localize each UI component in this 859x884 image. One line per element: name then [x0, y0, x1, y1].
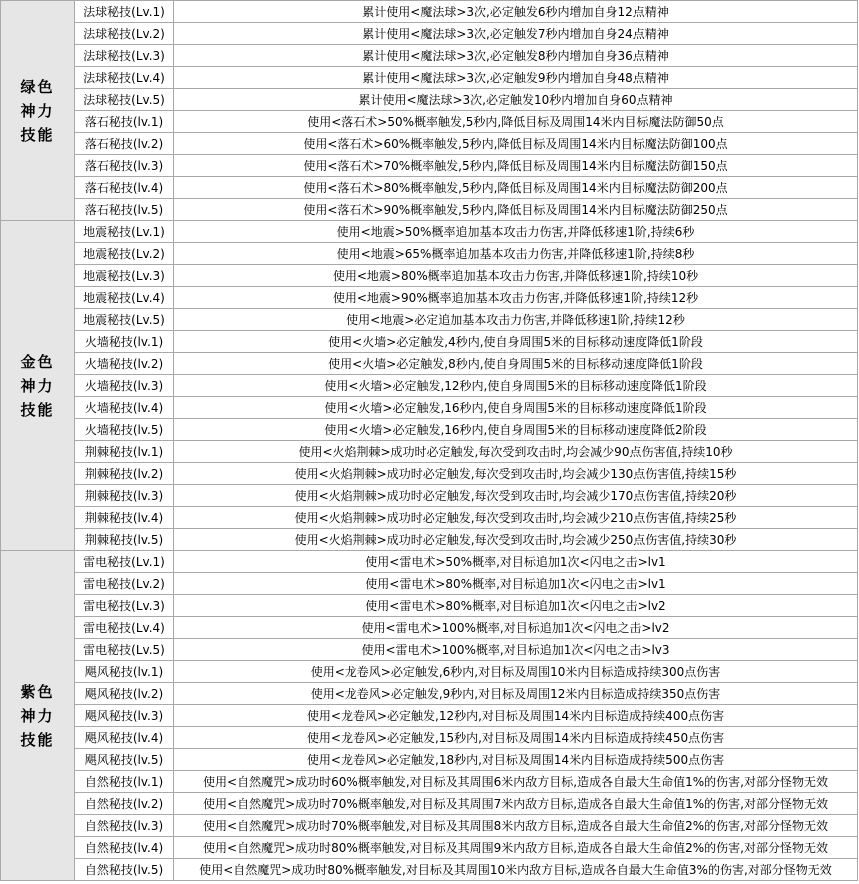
skill-description-cell: 使用<地震>50%概率追加基本攻击力伤害,并降低移速1阶,持续6秒 — [174, 221, 858, 243]
table-row — [1, 793, 858, 815]
skill-description-cell: 使用<雷电术>100%概率,对目标追加1次<闪电之击>lv2 — [174, 617, 858, 639]
category-label-line: 神力 — [20, 101, 55, 120]
skill-name-cell: 荆棘秘技(lv.5) — [75, 529, 174, 551]
table-row — [1, 133, 858, 155]
table-row — [1, 243, 858, 265]
table-row — [1, 441, 858, 463]
table-row — [1, 177, 858, 199]
table-row — [1, 45, 858, 67]
table-row — [1, 529, 858, 551]
skill-description-cell: 使用<地震>65%概率追加基本攻击力伤害,并降低移速1阶,持续8秒 — [174, 243, 858, 265]
skill-description-cell: 使用<自然魔咒>成功时70%概率触发,对目标及其周围8米内敌方目标,造成各自最大生命值2%的伤害,对部分怪物无效 — [174, 815, 858, 837]
table-row — [1, 683, 858, 705]
category-cell — [1, 221, 75, 551]
skill-description-cell: 使用<火墙>必定触发,4秒内,使自身周围5米的目标移动速度降低1阶段 — [174, 331, 858, 353]
table-row — [1, 265, 858, 287]
skill-description-cell: 使用<落石术>50%概率触发,5秒内,降低目标及周围14米内目标魔法防御50点 — [174, 111, 858, 133]
skill-description-cell: 累计使用<魔法球>3次,必定触发8秒内增加自身36点精神 — [174, 45, 858, 67]
skill-description-cell: 使用<火墙>必定触发,8秒内,使自身周围5米的目标移动速度降低1阶段 — [174, 353, 858, 375]
skill-description-cell: 使用<雷电术>50%概率,对目标追加1次<闪电之击>lv1 — [174, 551, 858, 573]
skill-name-cell: 法球秘技(Lv.3) — [75, 45, 174, 67]
skill-description-cell: 累计使用<魔法球>3次,必定触发9秒内增加自身48点精神 — [174, 67, 858, 89]
table-row — [1, 727, 858, 749]
skill-name-cell: 落石秘技(lv.1) — [75, 111, 174, 133]
skill-name-cell: 荆棘秘技(lv.4) — [75, 507, 174, 529]
skill-description-cell: 使用<龙卷风>必定触发,15秒内,对目标及周围14米内目标造成持续450点伤害 — [174, 727, 858, 749]
category-label-line: 神力 — [20, 706, 55, 725]
table-row — [1, 463, 858, 485]
skill-name-cell: 雷电秘技(Lv.5) — [75, 639, 174, 661]
skill-description-cell: 使用<火焰荆棘>成功时必定触发,每次受到攻击时,均会减少210点伤害值,持续25秒 — [174, 507, 858, 529]
skill-name-cell: 荆棘秘技(lv.1) — [75, 441, 174, 463]
table-row — [1, 661, 858, 683]
skill-description-cell: 使用<落石术>90%概率触发,5秒内,降低目标及周围14米内目标魔法防御250点 — [174, 199, 858, 221]
skill-description-cell: 使用<火焰荆棘>成功时必定触发,每次受到攻击时,均会减少130点伤害值,持续15秒 — [174, 463, 858, 485]
table-row — [1, 507, 858, 529]
skill-name-cell: 落石秘技(lv.4) — [75, 177, 174, 199]
skill-description-cell: 使用<火墙>必定触发,16秒内,使自身周围5米的目标移动速度降低1阶段 — [174, 397, 858, 419]
skill-name-cell: 自然秘技(lv.3) — [75, 815, 174, 837]
table-row — [1, 485, 858, 507]
skill-name-cell: 法球秘技(Lv.5) — [75, 89, 174, 111]
category-label-line: 技能 — [20, 730, 55, 749]
skill-description-cell: 使用<雷电术>100%概率,对目标追加1次<闪电之击>lv3 — [174, 639, 858, 661]
skill-description-cell: 累计使用<魔法球>3次,必定触发7秒内增加自身24点精神 — [174, 23, 858, 45]
skill-name-cell: 法球秘技(Lv.4) — [75, 67, 174, 89]
skill-description-cell: 使用<自然魔咒>成功时70%概率触发,对目标及其周围7米内敌方目标,造成各自最大生命值1%的伤害,对部分怪物无效 — [174, 793, 858, 815]
table-row — [1, 309, 858, 331]
skill-name-cell: 火墙秘技(lv.2) — [75, 353, 174, 375]
skill-description-cell: 使用<火焰荆棘>成功时必定触发,每次受到攻击时,均会减少250点伤害值,持续30秒 — [174, 529, 858, 551]
skill-name-cell: 地震秘技(Lv.1) — [75, 221, 174, 243]
table-row — [1, 837, 858, 859]
skill-name-cell: 火墙秘技(lv.3) — [75, 375, 174, 397]
skill-name-cell: 飓风秘技(lv.1) — [75, 661, 174, 683]
table-row — [1, 639, 858, 661]
skill-name-cell: 地震秘技(Lv.4) — [75, 287, 174, 309]
skill-name-cell: 荆棘秘技(lv.3) — [75, 485, 174, 507]
table-row — [1, 771, 858, 793]
skill-name-cell: 地震秘技(Lv.3) — [75, 265, 174, 287]
skill-name-cell: 飓风秘技(lv.4) — [75, 727, 174, 749]
skill-description-cell: 使用<雷电术>80%概率,对目标追加1次<闪电之击>lv2 — [174, 595, 858, 617]
skill-description-cell: 累计使用<魔法球>3次,必定触发6秒内增加自身12点精神 — [174, 1, 858, 23]
category-label-line: 绿色 — [20, 77, 55, 96]
skill-name-cell: 法球秘技(Lv.1) — [75, 1, 174, 23]
skill-description-cell: 使用<地震>80%概率追加基本攻击力伤害,并降低移速1阶,持续10秒 — [174, 265, 858, 287]
table-row — [1, 353, 858, 375]
table-row — [1, 419, 858, 441]
skill-name-cell: 落石秘技(lv.5) — [75, 199, 174, 221]
skill-name-cell: 自然秘技(lv.5) — [75, 859, 174, 881]
category-label-line: 紫色 — [20, 682, 55, 701]
skill-name-cell: 雷电秘技(Lv.4) — [75, 617, 174, 639]
table-row — [1, 397, 858, 419]
skill-description-cell: 使用<落石术>80%概率触发,5秒内,降低目标及周围14米内目标魔法防御200点 — [174, 177, 858, 199]
skill-name-cell: 落石秘技(lv.3) — [75, 155, 174, 177]
table-row — [1, 155, 858, 177]
skill-name-cell: 火墙秘技(lv.4) — [75, 397, 174, 419]
table-row — [1, 1, 858, 23]
table-row — [1, 859, 858, 881]
table-row — [1, 23, 858, 45]
skill-name-cell: 地震秘技(Lv.2) — [75, 243, 174, 265]
skill-name-cell: 火墙秘技(lv.1) — [75, 331, 174, 353]
skill-description-cell: 使用<龙卷风>必定触发,6秒内,对目标及周围10米内目标造成持续300点伤害 — [174, 661, 858, 683]
skill-name-cell: 飓风秘技(lv.2) — [75, 683, 174, 705]
skill-name-cell: 自然秘技(lv.4) — [75, 837, 174, 859]
category-label-line: 技能 — [20, 400, 55, 419]
skill-description-cell: 使用<龙卷风>必定触发,9秒内,对目标及周围12米内目标造成持续350点伤害 — [174, 683, 858, 705]
table-row — [1, 199, 858, 221]
table-row — [1, 573, 858, 595]
skill-description-cell: 使用<自然魔咒>成功时60%概率触发,对目标及其周围6米内敌方目标,造成各自最大生命值1%的伤害,对部分怪物无效 — [174, 771, 858, 793]
category-label-line: 金色 — [20, 352, 55, 371]
table-row — [1, 287, 858, 309]
skill-description-cell: 使用<自然魔咒>成功时80%概率触发,对目标及其周围10米内敌方目标,造成各自最大生命值3%的伤害,对部分怪物无效 — [174, 859, 858, 881]
skill-name-cell: 自然秘技(lv.2) — [75, 793, 174, 815]
table-row — [1, 551, 858, 573]
skill-description-cell: 使用<龙卷风>必定触发,18秒内,对目标及周围14米内目标造成持续500点伤害 — [174, 749, 858, 771]
skill-description-cell: 使用<落石术>70%概率触发,5秒内,降低目标及周围14米内目标魔法防御150点 — [174, 155, 858, 177]
skill-name-cell: 火墙秘技(lv.5) — [75, 419, 174, 441]
skill-name-cell: 雷电秘技(Lv.1) — [75, 551, 174, 573]
category-cell — [1, 551, 75, 881]
skill-name-cell: 雷电秘技(Lv.3) — [75, 595, 174, 617]
skill-description-cell: 使用<地震>必定追加基本攻击力伤害,并降低移速1阶,持续12秒 — [174, 309, 858, 331]
skill-name-cell: 自然秘技(lv.1) — [75, 771, 174, 793]
table-row — [1, 111, 858, 133]
skill-description-cell: 累计使用<魔法球>3次,必定触发10秒内增加自身60点精神 — [174, 89, 858, 111]
skill-description-cell: 使用<火焰荆棘>成功时必定触发,每次受到攻击时,均会减少90点伤害值,持续10秒 — [174, 441, 858, 463]
skill-description-cell: 使用<火墙>必定触发,12秒内,使自身周围5米的目标移动速度降低1阶段 — [174, 375, 858, 397]
skill-name-cell: 飓风秘技(lv.3) — [75, 705, 174, 727]
skill-name-cell: 法球秘技(Lv.2) — [75, 23, 174, 45]
table-row — [1, 815, 858, 837]
skill-name-cell: 飓风秘技(lv.5) — [75, 749, 174, 771]
skill-description-cell: 使用<落石术>60%概率触发,5秒内,降低目标及周围14米内目标魔法防御100点 — [174, 133, 858, 155]
skill-description-cell: 使用<雷电术>80%概率,对目标追加1次<闪电之击>lv1 — [174, 573, 858, 595]
table-row — [1, 595, 858, 617]
skill-name-cell: 雷电秘技(Lv.2) — [75, 573, 174, 595]
table-row — [1, 375, 858, 397]
table-row — [1, 617, 858, 639]
skill-name-cell: 地震秘技(Lv.5) — [75, 309, 174, 331]
skill-description-cell: 使用<地震>90%概率追加基本攻击力伤害,并降低移速1阶,持续12秒 — [174, 287, 858, 309]
skill-table-body — [1, 1, 858, 881]
category-label-line: 技能 — [20, 125, 55, 144]
table-row — [1, 67, 858, 89]
skill-description-cell: 使用<火墙>必定触发,16秒内,使自身周围5米的目标移动速度降低2阶段 — [174, 419, 858, 441]
skill-name-cell: 荆棘秘技(lv.2) — [75, 463, 174, 485]
table-row — [1, 331, 858, 353]
category-label-line: 神力 — [20, 376, 55, 395]
table-row — [1, 89, 858, 111]
skill-description-cell: 使用<火焰荆棘>成功时必定触发,每次受到攻击时,均会减少170点伤害值,持续20秒 — [174, 485, 858, 507]
skill-name-cell: 落石秘技(lv.2) — [75, 133, 174, 155]
table-row — [1, 221, 858, 243]
table-row — [1, 705, 858, 727]
skill-description-cell: 使用<自然魔咒>成功时80%概率触发,对目标及其周围9米内敌方目标,造成各自最大生命值2%的伤害,对部分怪物无效 — [174, 837, 858, 859]
category-cell — [1, 1, 75, 221]
table-row — [1, 749, 858, 771]
skill-description-cell: 使用<龙卷风>必定触发,12秒内,对目标及周围14米内目标造成持续400点伤害 — [174, 705, 858, 727]
